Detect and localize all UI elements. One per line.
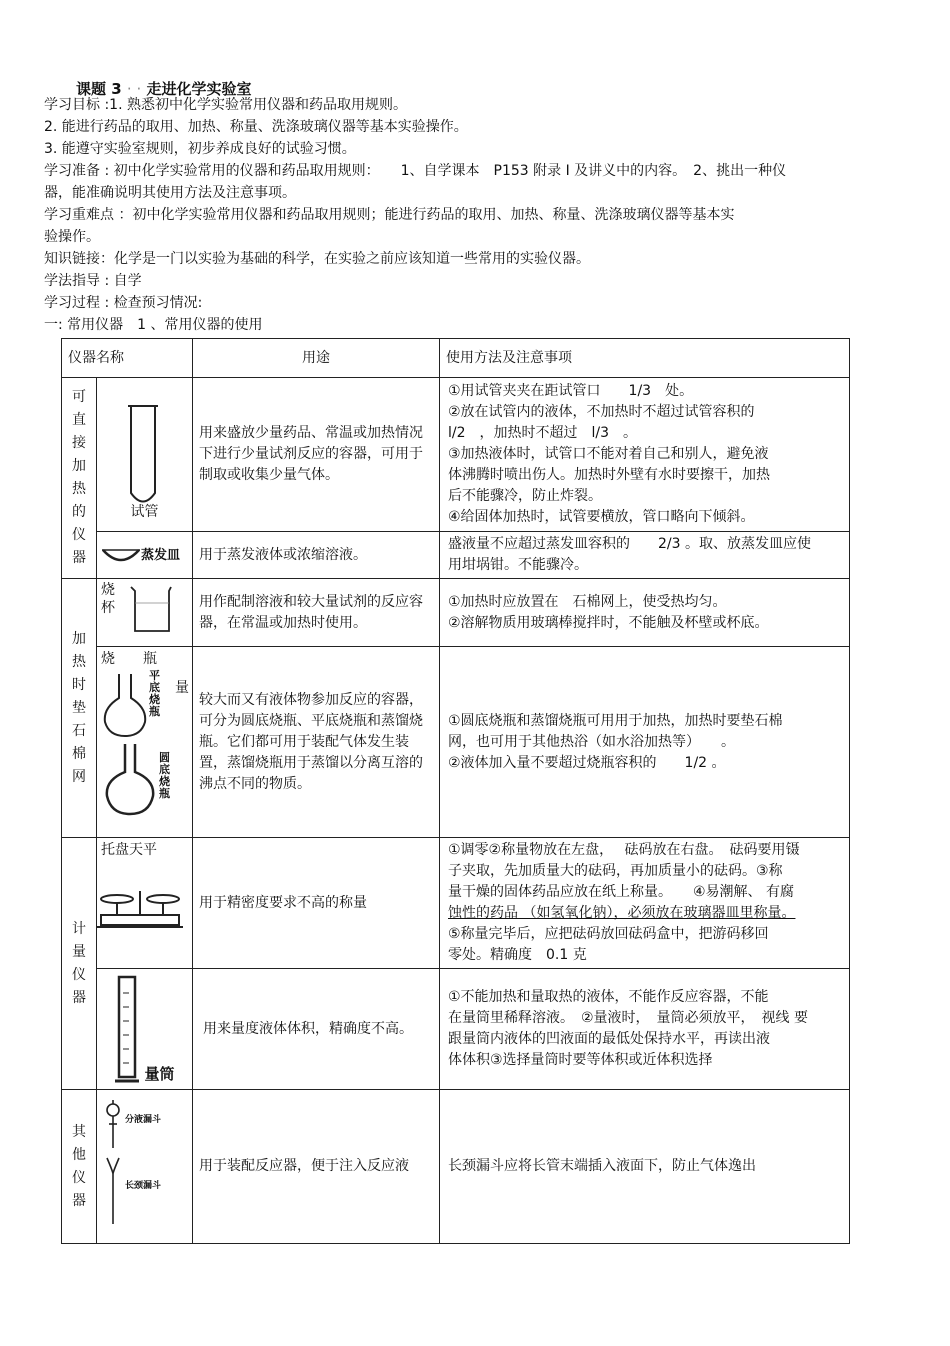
beaker-use: 用作配制溶液和较大量试剂的反应容器，在常温或加热时使用。 (193, 579, 440, 647)
balance-notes: ①调零②称量物放在左盘， 砝码放在右盘。 砝码要用镊 子夹取，先加质量大的砝码，再加质量小的砝码。③称 量干燥的固体药品应放在纸上称量。 ④易潮解、 有腐 蚀性的药品 （如氢氧化钠），必须放在玻璃器皿里称量。 ⑤称量完毕后，应把砝码放回砝码盒中，把游码移回 零处。精确度 0.1 克 (440, 838, 850, 969)
balance-label: 托盘天平 (101, 842, 157, 858)
round-flask-label: 圆底烧瓶 (159, 751, 170, 800)
test-tube-cell (97, 378, 193, 532)
study-process: 学习过程 : 检查预习情况: (44, 295, 203, 311)
funnel-use: 用于装配反应器，便于注入反应液 (193, 1090, 440, 1244)
title-dots: · · (126, 80, 142, 98)
section-heading: 一: 常用仪器 1 、常用仪器的使用 (44, 317, 263, 333)
category-measuring: 计 量 仪 器 (62, 838, 97, 1090)
lesson-number: 课题 3 (76, 80, 122, 98)
separatory-funnel-label: 分液漏斗 (125, 1115, 162, 1125)
test-tube-label: 试管 (130, 504, 159, 520)
round-bottom-flask-icon (101, 742, 159, 816)
cylinder-notes: ①不能加热和量取热的液体，不能作反应容器，不能 在量筒里稀释溶液。 ②量液时， 量筒必须放平， 视线 要 跟量筒内液体的凹液面的最低处保持水平，再读出液 体体积③选择量筒时要等体积或近体积选择 (440, 969, 850, 1090)
cylinder-cell (97, 969, 193, 1090)
flask-label: 烧 瓶 (101, 651, 157, 667)
cylinder-label: 量筒 (144, 1065, 175, 1083)
dish-notes: 盛液量不应超过蒸发皿容积的 2/3 。取、放蒸发皿应使 用坩埚钳。不能骤冷。 (440, 532, 850, 579)
category-other: 其 他 仪 器 (62, 1090, 97, 1244)
table-row-cylinder (62, 969, 850, 1090)
category-gauze: 加 热 时 垫 石 棉 网 (62, 579, 97, 838)
objective-line-3: 3. 能遵守实验室规则，初步养成良好的试验习惯。 (44, 141, 356, 157)
table-row-balance (62, 838, 850, 969)
table-row-test-tube (62, 378, 850, 532)
header-use: 用途 (193, 339, 440, 378)
test-tube-use: 用来盛放少量药品、常温或加热情况下进行少量试剂反应的容器，可用于制取或收集少量气体。 (193, 378, 440, 532)
evaporating-dish-icon (101, 544, 141, 566)
table-row-dish (62, 532, 850, 579)
beaker-label: 烧杯 (101, 582, 115, 616)
flask-use-prefix: 量 (175, 680, 189, 696)
dish-label: 蒸发皿 (141, 547, 181, 563)
objective-line-2: 2. 能进行药品的取用、加热、称量、洗涤玻璃仪器等基本实验操作。 (44, 119, 468, 135)
graduated-cylinder-icon (114, 973, 140, 1085)
flask-cell (97, 647, 193, 838)
category-direct-heating: 可 直 接 加 热 的 仪 器 (62, 378, 97, 579)
study-method: 学法指导 : 自学 (44, 273, 142, 289)
preparation-line-1: 学习准备 : 初中化学实验常用的仪器和药品取用规则： 1、自学课本 P153 附录 I 及讲义中的内容。 2、挑出一种仪 (44, 163, 787, 179)
flat-bottom-flask-icon (101, 670, 149, 740)
lesson-name: 走进化学实验室 (146, 80, 252, 98)
dish-cell (97, 532, 193, 579)
knowledge-link: 知识链接：化学是一门以实验为基础的科学，在实验之前应该知道一些常用的实验仪器。 (44, 251, 590, 267)
objective-line-1: 学习目标 :1. 熟悉初中化学实验常用仪器和药品取用规则。 (44, 97, 407, 113)
beaker-icon (125, 581, 177, 637)
preparation-line-2: 器，能准确说明其使用方法及注意事项。 (44, 185, 296, 201)
balance-icon (97, 887, 185, 937)
balance-cell (97, 838, 193, 969)
flat-flask-label: 平底烧瓶 (149, 669, 160, 718)
table-row-flask (62, 647, 850, 838)
table-row-beaker (62, 579, 850, 647)
long-neck-funnel-icon (101, 1154, 125, 1226)
beaker-cell (97, 579, 193, 647)
instrument-table (61, 338, 850, 1244)
test-tube-icon (101, 398, 185, 508)
table-header-row (62, 339, 850, 378)
header-method: 使用方法及注意事项 (440, 339, 850, 378)
header-name: 仪器名称 (62, 339, 193, 378)
long-neck-funnel-label: 长颈漏斗 (125, 1181, 162, 1191)
key-points-line-2: 验操作。 (44, 229, 100, 245)
dish-use: 用于蒸发液体或浓缩溶液。 (193, 532, 440, 579)
flask-use: 量 较大而又有液体物参加反应的容器，可分为圆底烧瓶、平底烧瓶和蒸馏烧瓶。它们都可用于装配气体发生装置，蒸馏烧瓶用于蒸馏以分离互溶的沸点不同的物质。 (193, 647, 440, 838)
flask-notes: ①圆底烧瓶和蒸馏烧瓶可用用于加热，加热时要垫石棉 网，也可用于其他热浴（如水浴加热等） 。 ②液体加入量不要超过烧瓶容积的 1/2 。 (440, 647, 850, 838)
funnel-cell (97, 1090, 193, 1244)
cylinder-use: 用来量度液体体积，精确度不高。 (193, 969, 440, 1090)
key-points-line-1: 学习重难点 ：初中化学实验常用仪器和药品取用规则；能进行药品的取用、加热、称量、洗涤玻璃仪器等基本实 (44, 207, 735, 223)
balance-use: 用于精密度要求不高的称量 (193, 838, 440, 969)
table-row-funnel (62, 1090, 850, 1244)
funnel-notes: 长颈漏斗应将长管末端插入液面下，防止气体逸出 (440, 1090, 850, 1244)
test-tube-notes: ①用试管夹夹在距试管口 1/3 处。 ②放在试管内的液体，不加热时不超过试管容积的 l/2 ，加热时不超过 l/3 。 ③加热液体时，试管口不能对着自己和别人，避免液 体沸腾时喷出伤人。加热时外壁有水时要擦干，加热 后不能骤冷，防止炸裂。 ④给固体加热时，试管要横放，管口略向下倾斜。 (440, 378, 850, 532)
beaker-notes: ①加热时应放置在 石棉网上，使受热均匀。 ②溶解物质用玻璃棒搅拌时，不能触及杯壁或杯底。 (440, 579, 850, 647)
separatory-funnel-icon (101, 1098, 125, 1150)
